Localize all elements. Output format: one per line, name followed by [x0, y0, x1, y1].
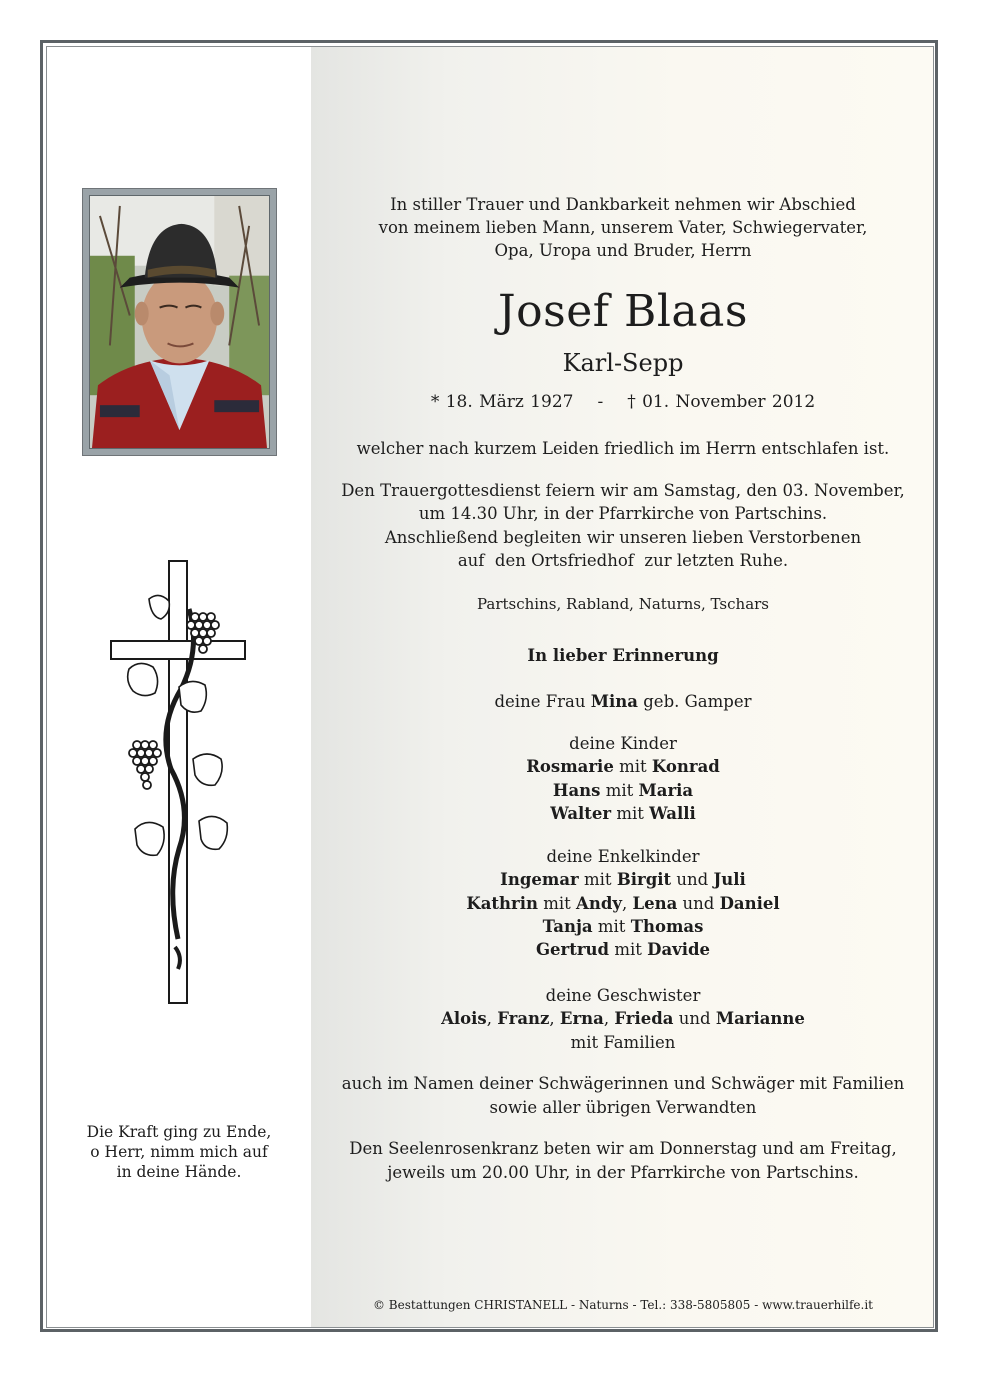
left-column [47, 47, 311, 1327]
list-item: Ingemar mit Birgit und Juli [500, 870, 746, 890]
footer-credit: © Bestattungen CHRISTANELL - Naturns - Tel.: 338-5805805 - www.trauerhilfe.it [372, 1298, 874, 1312]
birth-date: * 18. März 1927 [430, 392, 574, 412]
list-item: Hans mit Maria [552, 780, 694, 800]
list-item: Rosmarie mit Konrad [526, 757, 720, 777]
cross-with-grapevine-icon [109, 559, 249, 1007]
poem-line: in deine Hände. [116, 1163, 242, 1181]
siblings-group: deine Geschwister Alois, Franz, Erna, Frieda und Marianne mit Familien [311, 984, 934, 1054]
places: Partschins, Rabland, Naturns, Tschars [476, 595, 770, 613]
list-item: Kathrin mit Andy, Lena und Daniel [466, 893, 780, 913]
deceased-nickname: Karl-Sepp [562, 349, 684, 377]
card [46, 46, 934, 1328]
memory-heading: In lieber Erinnerung [527, 646, 719, 665]
service-info: Den Trauergottesdienst feiern wir am Samstag, den 03. November, um 14.30 Uhr, in der Pfarrkirche von Partschins. Anschließend begleiten wir unseren lieben Verstorbenen auf den Ortsfriedhof zur letzten Ruhe. [341, 481, 905, 570]
death-date: † 01. November 2012 [627, 392, 816, 412]
list-item: Walter mit Walli [550, 803, 696, 823]
poem [67, 1122, 291, 1182]
life-dates [311, 390, 934, 414]
poem-line: Die Kraft ging zu Ende, [86, 1123, 272, 1141]
children-group: deine Kinder Rosmarie mit Konrad Hans mit Maria Walter mit Walli [311, 732, 934, 825]
date-separator: - [597, 392, 604, 412]
list-item: Alois, Franz, Erna, Frieda und Marianne [441, 1009, 805, 1029]
intro-text: In stiller Trauer und Dankbarkeit nehmen wir Abschied von meinem lieben Mann, unserem Vater, Schwiegervater, Opa, Uropa und Bruder, Herrn [378, 195, 868, 260]
family-note: auch im Namen deiner Schwägerinnen und Schwäger mit Familien sowie aller übrigen Verwandten [341, 1074, 905, 1117]
rosary-note: Den Seelenrosenkranz beten wir am Donnerstag und am Freitag, jeweils um 20.00 Uhr, in der Pfarrkirche von Partschins. [349, 1139, 897, 1182]
list-item: Tanja mit Thomas [542, 916, 704, 936]
died-text: welcher nach kurzem Leiden friedlich im Herrn entschlafen ist. [356, 439, 890, 458]
deceased-name: Josef Blaas [498, 286, 748, 337]
list-item: Gertrud mit Davide [535, 940, 711, 960]
grandchildren-group: deine Enkelkinder Ingemar mit Birgit und Juli Kathrin mit Andy, Lena und Daniel Tanja mit Thomas Gertrud mit Davide [311, 845, 934, 961]
wife-line: deine Frau Mina geb. Gamper [494, 692, 752, 711]
portrait-photo [89, 195, 270, 449]
portrait-frame [82, 188, 277, 456]
poem-line: o Herr, nimm mich auf [90, 1143, 268, 1161]
